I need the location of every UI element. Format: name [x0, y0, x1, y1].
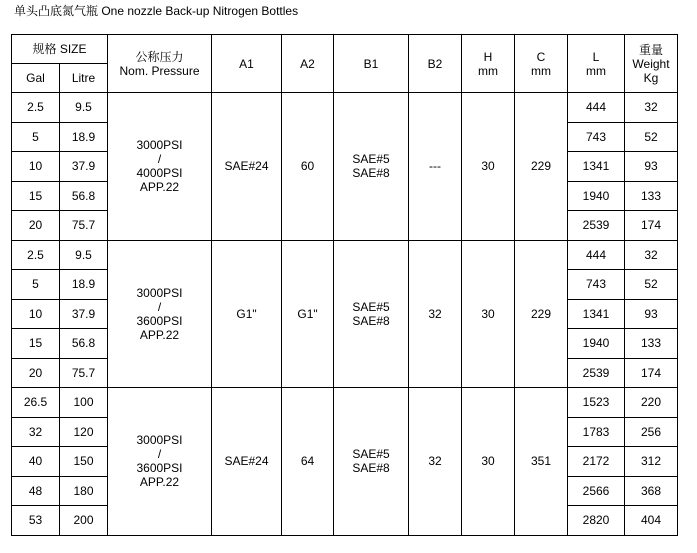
weight-cell: 52: [625, 122, 678, 152]
pressure-cell-line: 3000PSI: [136, 138, 183, 153]
b2-cell: ---: [409, 93, 462, 241]
weight-cell: 256: [625, 417, 678, 447]
pressure-cell: [108, 240, 212, 388]
pressure-cell-line: /: [157, 299, 162, 314]
spec-table: [11, 34, 678, 536]
a1-cell: SAE#24: [212, 93, 282, 241]
h-header-label: H: [483, 49, 493, 64]
h-header: [462, 35, 515, 93]
gal-cell: 26.5: [12, 388, 60, 418]
l-cell: 743: [568, 122, 625, 152]
pressure-header-en: Nom. Pressure: [119, 63, 200, 78]
pressure-cell-line: 3000PSI: [136, 285, 183, 300]
weight-cell: 174: [625, 211, 678, 241]
weight-header-en: Weight: [632, 56, 670, 71]
c-header-unit: mm: [531, 63, 551, 78]
l-cell: 2539: [568, 211, 625, 241]
c-cell: 229: [515, 240, 568, 388]
pressure-cell: [108, 93, 212, 241]
l-cell: 444: [568, 240, 625, 270]
pressure-header-zh: 公称压力: [135, 49, 184, 64]
gal-cell: 53: [12, 506, 60, 536]
litre-cell: 120: [60, 417, 108, 447]
pressure-cell-line: /: [157, 152, 162, 167]
b2-cell: 32: [409, 388, 462, 536]
l-cell: 2820: [568, 506, 625, 536]
litre-cell: 56.8: [60, 329, 108, 359]
gal-cell: 48: [12, 476, 60, 506]
gal-cell: 5: [12, 270, 60, 300]
weight-cell: 368: [625, 476, 678, 506]
b1-cell-line: SAE#5: [352, 447, 390, 462]
pressure-cell-line: 3600PSI: [136, 313, 183, 328]
l-header: [568, 35, 625, 93]
litre-cell: 18.9: [60, 270, 108, 300]
l-header-label: L: [592, 49, 600, 64]
weight-cell: 312: [625, 447, 678, 477]
b2-header: B2: [409, 35, 462, 93]
l-cell: 743: [568, 270, 625, 300]
b1-header: B1: [334, 35, 409, 93]
weight-cell: 93: [625, 299, 678, 329]
page-title: 单头凸底氮气瓶 One nozzle Back-up Nitrogen Bottles: [14, 4, 299, 18]
pressure-cell: [108, 388, 212, 536]
b1-cell-line: SAE#8: [352, 166, 390, 181]
l-cell: 1940: [568, 329, 625, 359]
size-header: 规格 SIZE: [12, 35, 108, 64]
l-cell: 444: [568, 93, 625, 123]
b1-cell-line: SAE#8: [352, 461, 390, 476]
table-body: [12, 35, 678, 536]
litre-cell: 150: [60, 447, 108, 477]
c-header-label: C: [536, 49, 546, 64]
gal-cell: 2.5: [12, 93, 60, 123]
a2-header: A2: [282, 35, 334, 93]
b1-cell: [334, 240, 409, 388]
gal-header: Gal: [12, 64, 60, 93]
gal-cell: 2.5: [12, 240, 60, 270]
litre-cell: 9.5: [60, 240, 108, 270]
gal-cell: 5: [12, 122, 60, 152]
l-header-unit: mm: [586, 63, 606, 78]
gal-cell: 20: [12, 358, 60, 388]
litre-header: Litre: [60, 64, 108, 93]
pressure-cell-line: /: [157, 447, 162, 462]
litre-cell: 75.7: [60, 358, 108, 388]
weight-cell: 220: [625, 388, 678, 418]
l-cell: 2172: [568, 447, 625, 477]
l-cell: 1523: [568, 388, 625, 418]
l-cell: 2566: [568, 476, 625, 506]
header-row: [12, 35, 678, 64]
weight-header: [625, 35, 678, 93]
a2-cell: 60: [282, 93, 334, 241]
gal-cell: 32: [12, 417, 60, 447]
weight-cell: 133: [625, 329, 678, 359]
table-row: [12, 93, 678, 123]
a1-header: A1: [212, 35, 282, 93]
h-cell: 30: [462, 93, 515, 241]
a1-cell: SAE#24: [212, 388, 282, 536]
litre-cell: 18.9: [60, 122, 108, 152]
h-cell: 30: [462, 388, 515, 536]
weight-cell: 32: [625, 240, 678, 270]
gal-cell: 10: [12, 152, 60, 182]
litre-cell: 75.7: [60, 211, 108, 241]
table-row: [12, 240, 678, 270]
weight-header-zh: 重量: [638, 42, 663, 57]
litre-cell: 37.9: [60, 152, 108, 182]
l-cell: 2539: [568, 358, 625, 388]
a2-cell: G1": [282, 240, 334, 388]
table-row: [12, 388, 678, 418]
pressure-cell-line: APP.22: [139, 475, 180, 490]
weight-cell: 52: [625, 270, 678, 300]
b1-cell: [334, 388, 409, 536]
b1-cell-line: SAE#5: [352, 299, 390, 314]
pressure-cell-line: APP.22: [139, 327, 180, 342]
h-cell: 30: [462, 240, 515, 388]
gal-cell: 10: [12, 299, 60, 329]
h-header-unit: mm: [478, 63, 498, 78]
gal-cell: 20: [12, 211, 60, 241]
gal-cell: 15: [12, 181, 60, 211]
weight-cell: 404: [625, 506, 678, 536]
l-cell: 1341: [568, 299, 625, 329]
gal-cell: 15: [12, 329, 60, 359]
pressure-header: [108, 35, 212, 93]
b1-cell-line: SAE#8: [352, 313, 390, 328]
l-cell: 1341: [568, 152, 625, 182]
litre-cell: 9.5: [60, 93, 108, 123]
pressure-cell-line: 3600PSI: [136, 461, 183, 476]
b1-cell-line: SAE#5: [352, 152, 390, 167]
pressure-cell-line: 3000PSI: [136, 433, 183, 448]
litre-cell: 37.9: [60, 299, 108, 329]
pressure-cell-line: 4000PSI: [136, 166, 183, 181]
weight-cell: 93: [625, 152, 678, 182]
litre-cell: 100: [60, 388, 108, 418]
b2-cell: 32: [409, 240, 462, 388]
weight-header-unit: Kg: [643, 70, 659, 85]
pressure-cell-line: APP.22: [139, 180, 180, 195]
litre-cell: 56.8: [60, 181, 108, 211]
l-cell: 1783: [568, 417, 625, 447]
gal-cell: 40: [12, 447, 60, 477]
weight-cell: 133: [625, 181, 678, 211]
weight-cell: 32: [625, 93, 678, 123]
a1-cell: G1": [212, 240, 282, 388]
c-cell: 229: [515, 93, 568, 241]
c-header: [515, 35, 568, 93]
weight-cell: 174: [625, 358, 678, 388]
l-cell: 1940: [568, 181, 625, 211]
a2-cell: 64: [282, 388, 334, 536]
c-cell: 351: [515, 388, 568, 536]
b1-cell: [334, 93, 409, 241]
litre-cell: 200: [60, 506, 108, 536]
litre-cell: 180: [60, 476, 108, 506]
